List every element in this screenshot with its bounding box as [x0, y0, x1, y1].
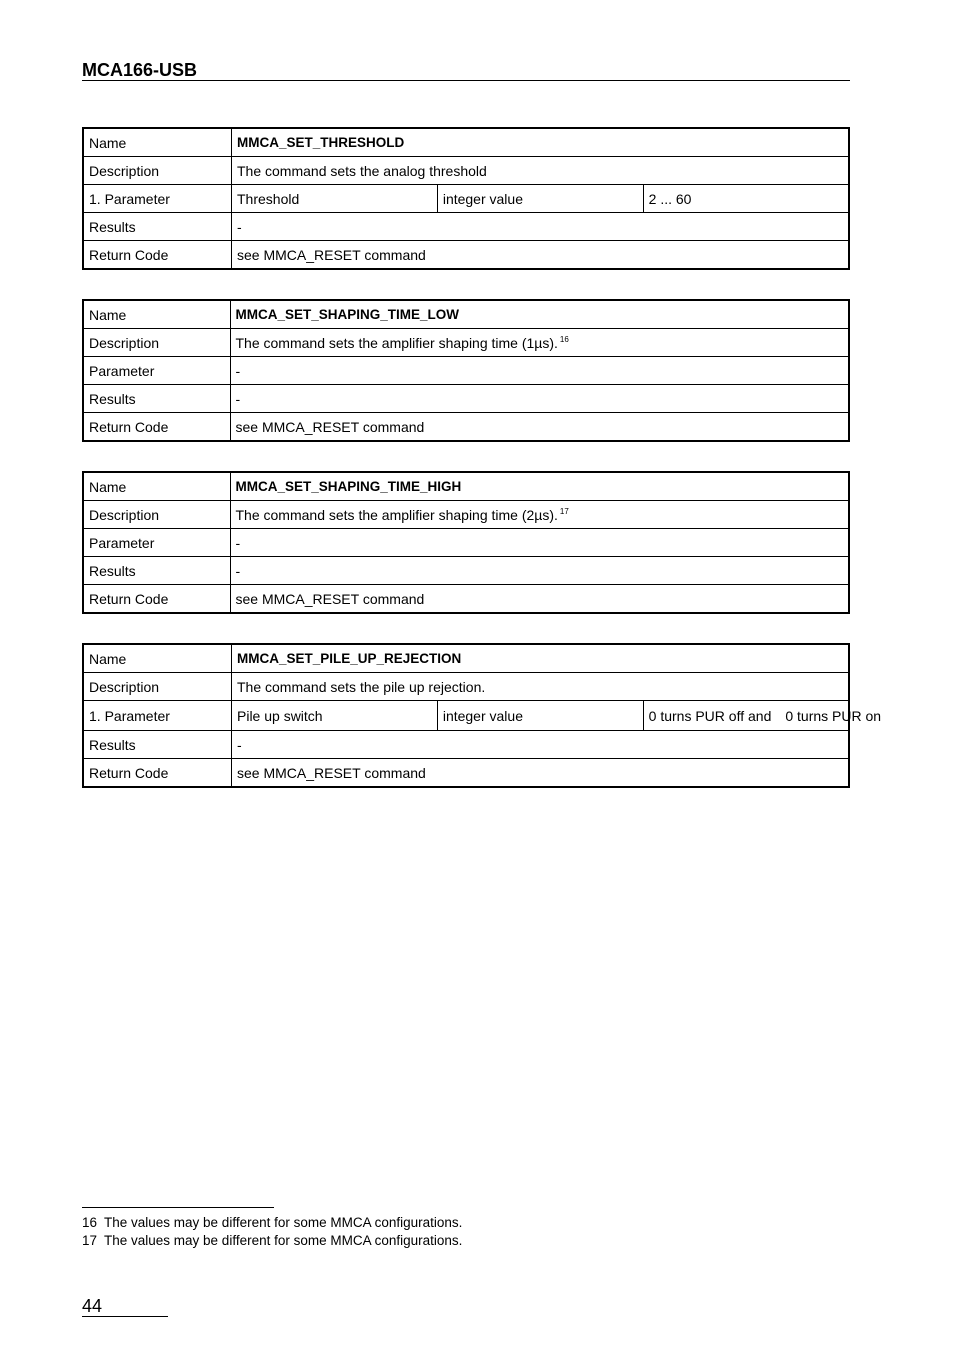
footnote-reference[interactable]: 16	[559, 334, 569, 344]
parameter-label: Parameter	[83, 529, 230, 557]
name-label: Name	[83, 300, 230, 329]
command-name: MMCA_SET_SHAPING_TIME_LOW	[230, 300, 849, 329]
table-row	[83, 128, 849, 157]
results-value: -	[232, 731, 850, 759]
results-label: Results	[83, 731, 232, 759]
results-value: -	[232, 213, 850, 241]
table-row	[83, 213, 849, 241]
return-code-label: Return Code	[83, 241, 232, 270]
table-row	[83, 557, 849, 585]
parameter-range: 2 ... 60	[643, 185, 849, 213]
footnote-text: The values may be different for some MMCA configurations.	[104, 1233, 463, 1248]
table-row	[83, 701, 849, 731]
results-label: Results	[83, 385, 230, 413]
footnote-16	[82, 1215, 462, 1231]
page-number: 44	[82, 1296, 168, 1317]
table-row	[83, 731, 849, 759]
table-row	[83, 759, 849, 788]
parameter-label: 1. Parameter	[83, 185, 232, 213]
parameter-value: -	[230, 529, 849, 557]
parameter-range-on: 0 turns PUR on	[785, 707, 882, 724]
description-label: Description	[83, 501, 230, 529]
command-table-pile-up-rejection	[82, 643, 882, 788]
table-row	[83, 385, 849, 413]
footnote-number: 17	[82, 1233, 98, 1248]
parameter-label: Parameter	[83, 357, 230, 385]
parameter-name: Threshold	[232, 185, 438, 213]
page-header	[82, 59, 850, 81]
table-row	[83, 501, 849, 529]
return-code-value: see MMCA_RESET command	[232, 241, 850, 270]
command-name: MMCA_SET_SHAPING_TIME_HIGH	[230, 472, 849, 501]
table-row	[83, 472, 849, 501]
name-label: Name	[83, 128, 232, 157]
description-label: Description	[83, 329, 230, 357]
parameter-type: integer value	[437, 185, 643, 213]
table-row	[83, 300, 849, 329]
parameter-value: -	[230, 357, 849, 385]
name-label: Name	[83, 644, 232, 673]
return-code-label: Return Code	[83, 759, 232, 788]
footnote-reference[interactable]: 17	[559, 506, 569, 516]
footnote-number: 16	[82, 1215, 98, 1230]
table-row	[83, 157, 849, 185]
command-name: MMCA_SET_THRESHOLD	[232, 128, 850, 157]
table-row	[83, 329, 849, 357]
parameter-name: Pile up switch	[232, 701, 438, 731]
description-label: Description	[83, 157, 232, 185]
parameter-range-off: 0 turns PUR off and	[648, 707, 772, 724]
parameter-type: integer value	[437, 701, 643, 731]
description-value: The command sets the analog threshold	[232, 157, 850, 185]
results-value: -	[230, 557, 849, 585]
footnote-separator	[82, 1207, 274, 1208]
document-title: MCA166-USB	[82, 60, 198, 80]
results-label: Results	[83, 213, 232, 241]
return-code-label: Return Code	[83, 413, 230, 442]
description-value: The command sets the pile up rejection.	[232, 673, 850, 701]
table-row	[83, 357, 849, 385]
command-table-set-threshold	[82, 127, 850, 270]
table-row	[83, 585, 849, 614]
table-row	[83, 673, 849, 701]
table-row	[83, 529, 849, 557]
description-cell	[230, 501, 849, 529]
parameter-range-cell	[643, 701, 882, 731]
parameter-label: 1. Parameter	[83, 701, 232, 731]
footnote-text: The values may be different for some MMCA configurations.	[104, 1215, 463, 1230]
description-value: The command sets the amplifier shaping time (1µs).	[235, 334, 558, 351]
command-table-shaping-time-low	[82, 299, 850, 442]
results-value: -	[230, 385, 849, 413]
table-row	[83, 413, 849, 442]
table-row	[83, 185, 849, 213]
table-row	[83, 644, 849, 673]
return-code-value: see MMCA_RESET command	[232, 759, 850, 788]
table-row	[83, 241, 849, 270]
command-name: MMCA_SET_PILE_UP_REJECTION	[232, 644, 850, 673]
footnote-17	[82, 1233, 462, 1249]
name-label: Name	[83, 472, 230, 501]
command-table-shaping-time-high	[82, 471, 850, 614]
results-label: Results	[83, 557, 230, 585]
description-cell	[230, 329, 849, 357]
return-code-label: Return Code	[83, 585, 230, 614]
description-label: Description	[83, 673, 232, 701]
description-value: The command sets the amplifier shaping time (2µs).	[235, 506, 558, 523]
return-code-value: see MMCA_RESET command	[230, 585, 849, 614]
return-code-value: see MMCA_RESET command	[230, 413, 849, 442]
